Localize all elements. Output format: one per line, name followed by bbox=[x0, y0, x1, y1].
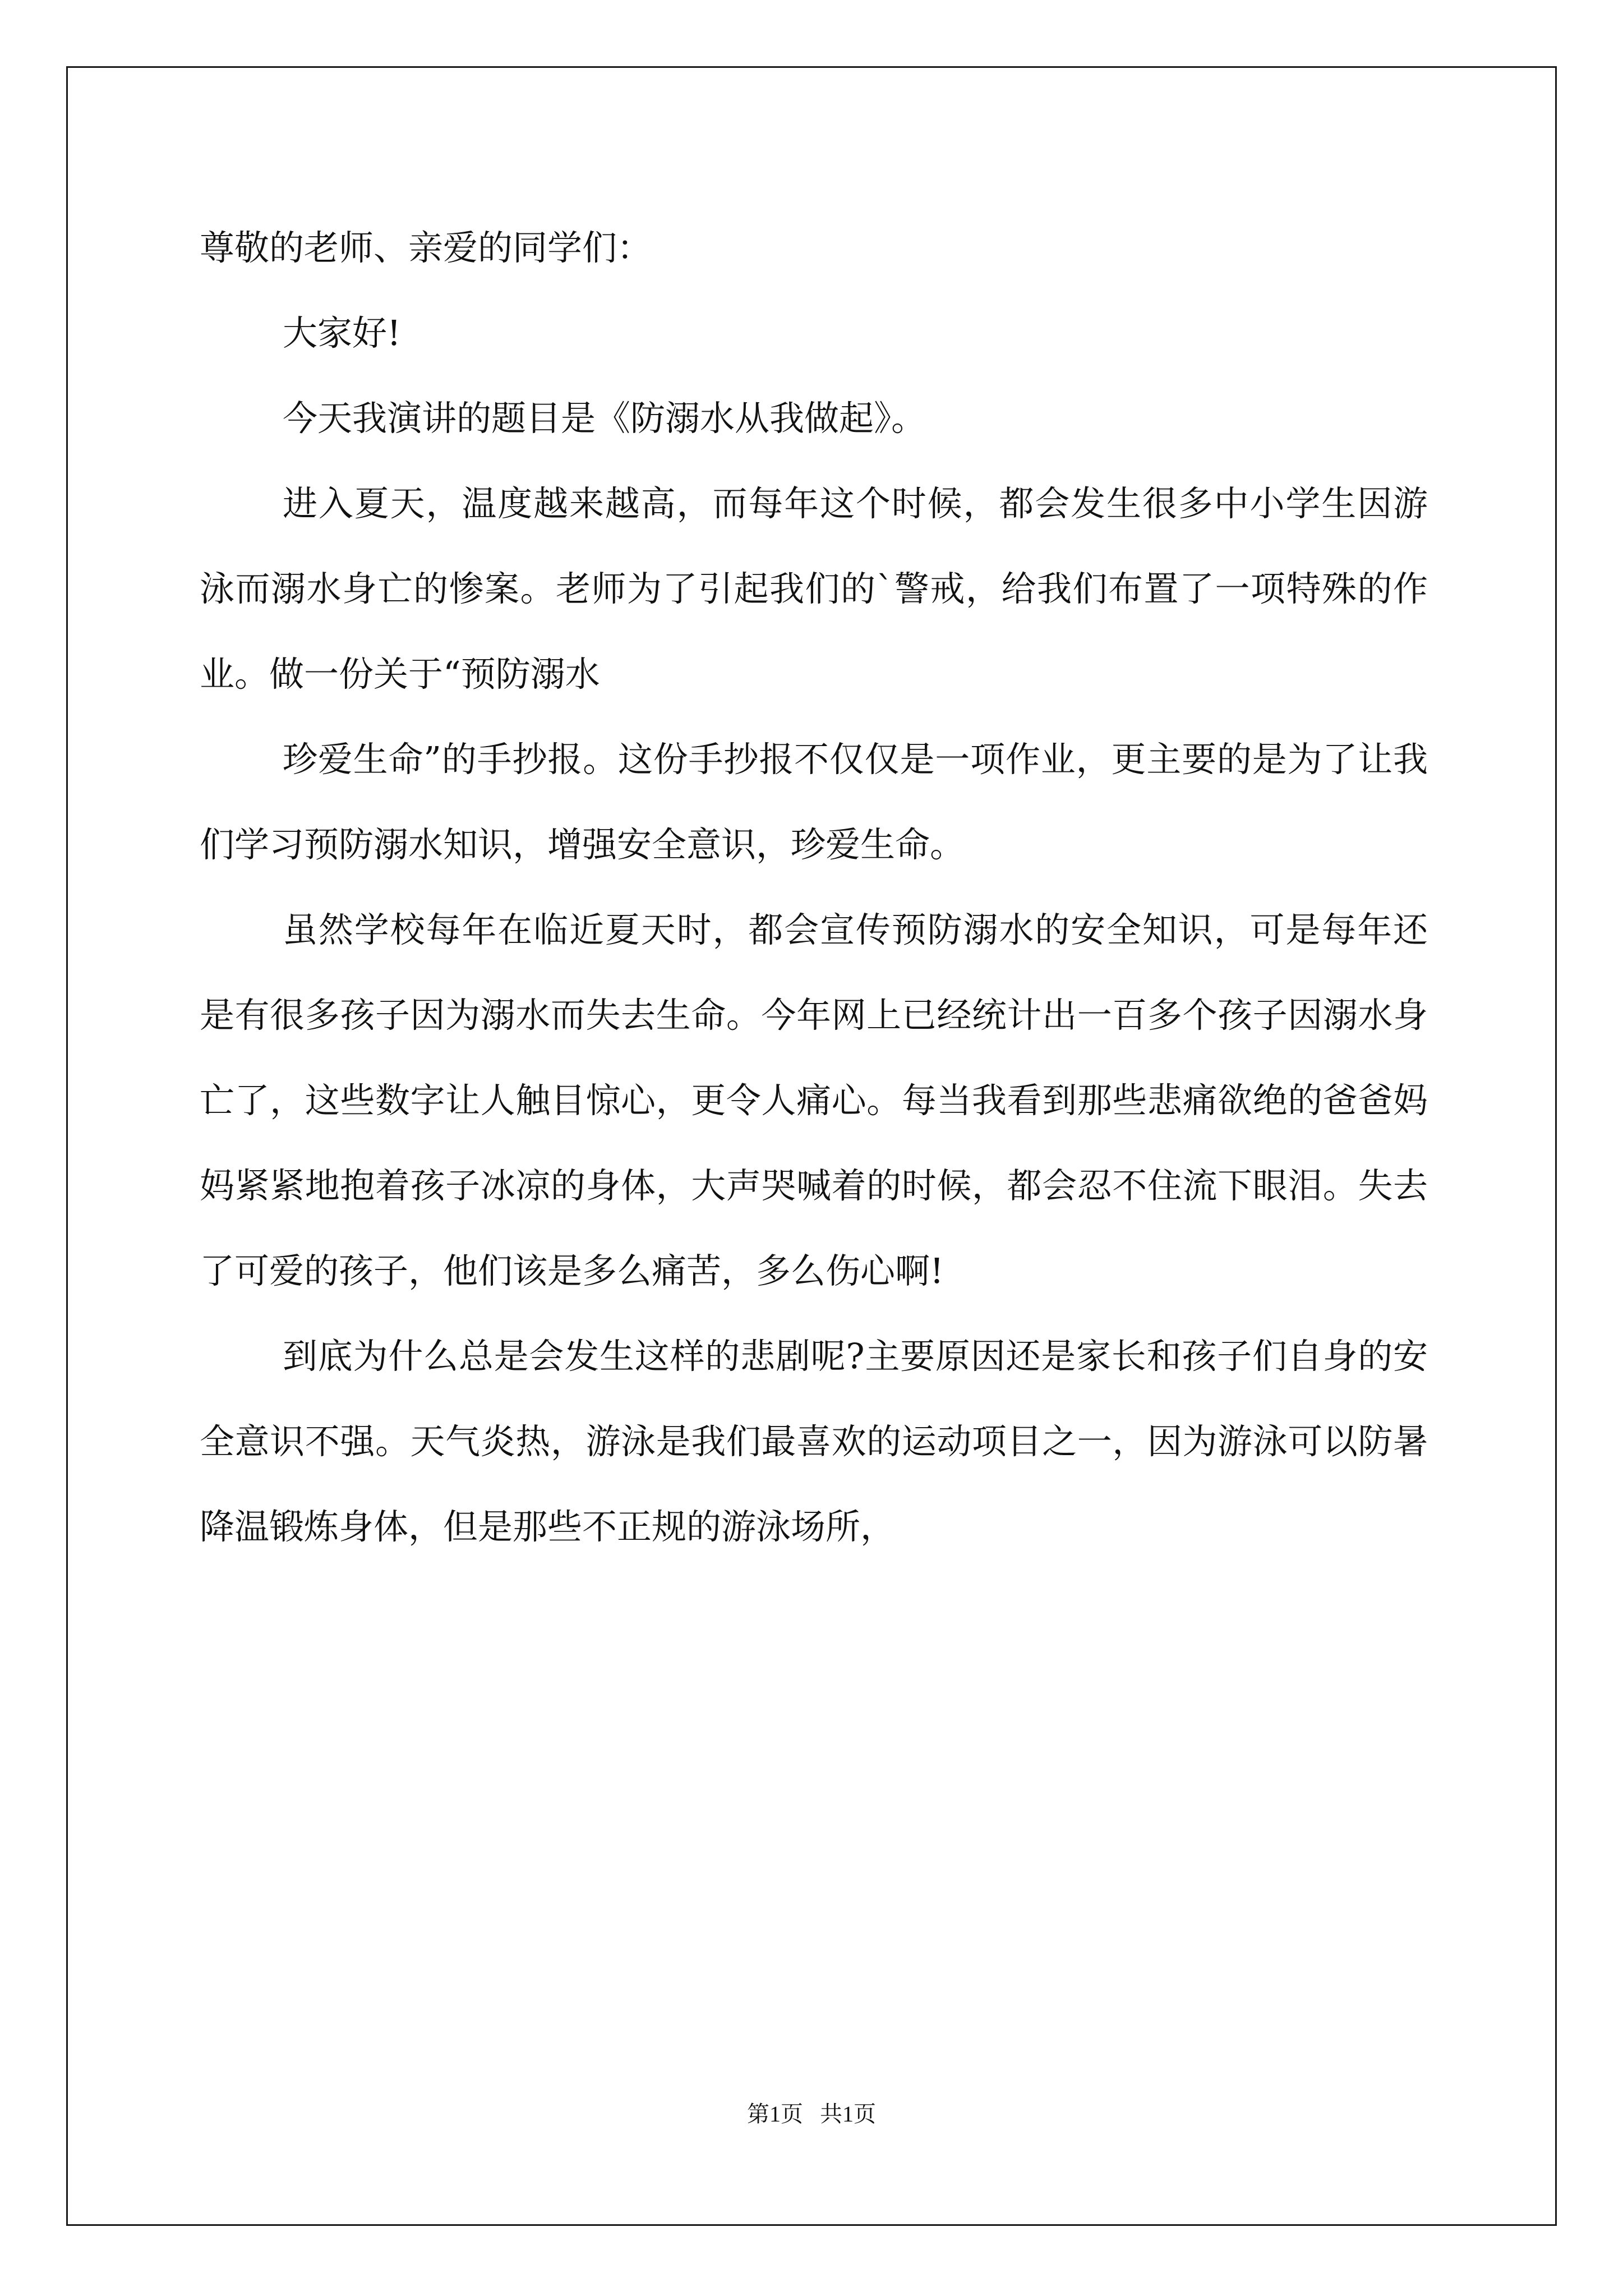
salutation: 尊敬的老师、亲爱的同学们： bbox=[200, 227, 652, 268]
page-number: 第1页 共1页 bbox=[747, 2101, 876, 2127]
paragraph: 虽然学校每年在临近夏天时，都会宣传预防溺水的安全知识，可是每年还是有很多孩子因为溺水而失去生命。今年网上已经统计出一百多个孩子因溺水身亡了，这些数字让人触目惊心，更令人痛心。每当我看到那些悲痛欲绝的爸爸妈妈紧紧地抱着孩子冰凉的身体，大声哭喊着的时候，都会忍不住流下眼泪。失去了可爱的孩子，他们该是多么痛苦，多么伤心啊! bbox=[200, 909, 1428, 1291]
document-body bbox=[200, 224, 1428, 1570]
paragraph-topic: 今天我演讲的题目是《防溺水从我做起》。 bbox=[283, 398, 926, 439]
page-footer bbox=[0, 2100, 1623, 2128]
paragraph: 到底为什么总是会发生这样的悲剧呢?主要原因还是家长和孩子们自身的安全意识不强。天气炎热，游泳是我们最喜欢的运动项目之一，因为游泳可以防暑降温锻炼身体，但是那些不正规的游泳场所， bbox=[200, 1336, 1428, 1547]
paragraph-greeting: 大家好! bbox=[283, 312, 401, 353]
paragraph: 珍爱生命”的手抄报。这份手抄报不仅仅是一项作业，更主要的是为了让我们学习预防溺水知识，增强安全意识，珍爱生命。 bbox=[200, 739, 1428, 865]
paragraph: 进入夏天，温度越来越高，而每年这个时候，都会发生很多中小学生因游泳而溺水身亡的惨案。老师为了引起我们的`警戒，给我们布置了一项特殊的作业。做一份关于“预防溺水 bbox=[200, 483, 1428, 694]
